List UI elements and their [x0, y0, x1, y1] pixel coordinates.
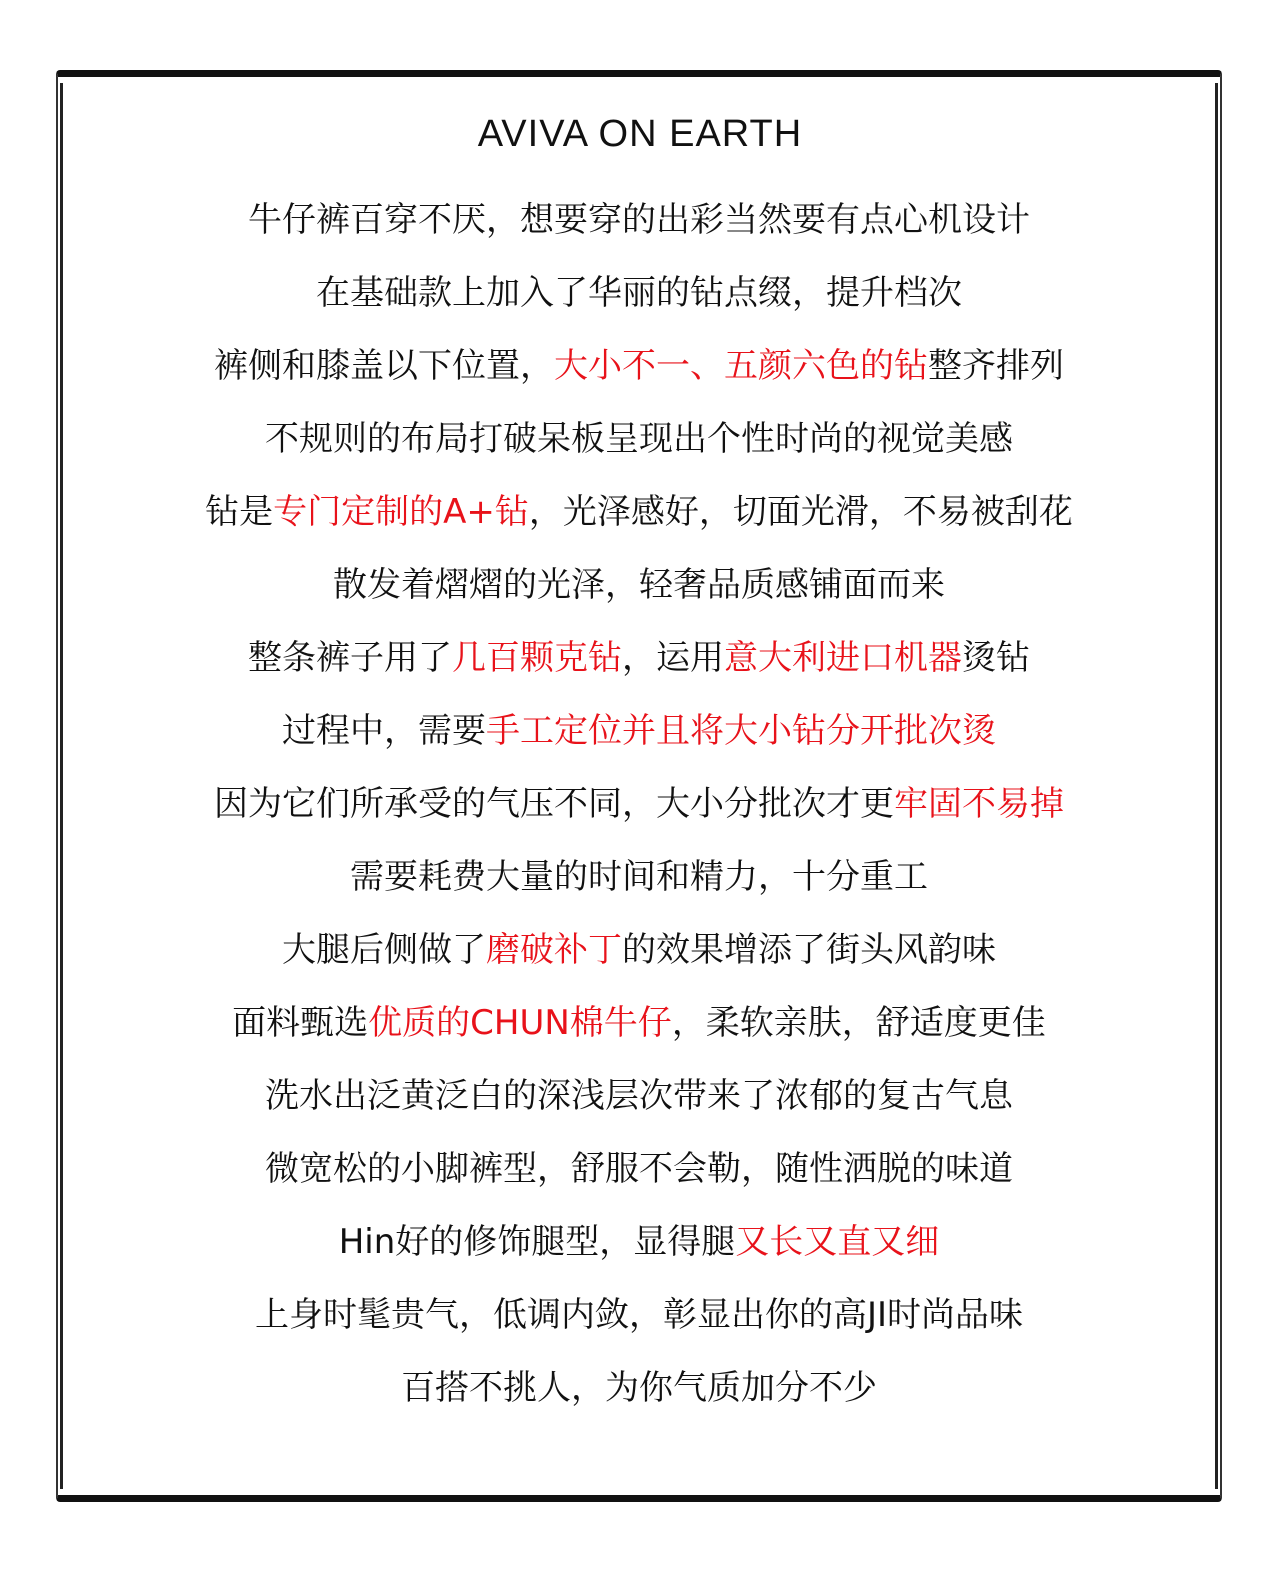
- text-line: [56, 482, 1222, 555]
- body-text: 烫钻: [962, 638, 1030, 678]
- body-text: ，光泽感好，切面光滑，不易被刮花: [528, 492, 1073, 532]
- text-line: [56, 1212, 1222, 1285]
- body-text: 因为它们所承受的气压不同，大小分批次才更: [214, 784, 894, 824]
- text-line: [56, 993, 1222, 1066]
- body-text: 的效果增添了街头风韵味: [622, 930, 996, 970]
- page-title: AVIVA ON EARTH: [477, 113, 803, 155]
- text-line: [56, 701, 1222, 774]
- text-line: [56, 1066, 1222, 1139]
- body-text: 裤侧和膝盖以下位置，: [214, 346, 554, 386]
- description-text: [56, 190, 1222, 1431]
- body-text: ，柔软亲肤，舒适度更佳: [671, 1003, 1046, 1043]
- body-text: 整齐排列: [928, 346, 1064, 386]
- text-line: [56, 409, 1222, 482]
- body-text: 散发着熠熠的光泽，轻奢品质感铺面而来: [333, 565, 945, 605]
- highlight-text: 大小不一、五颜六色的钻: [554, 346, 928, 386]
- body-text: 上身时髦贵气，低调内敛，彰显出你的高JI时尚品味: [254, 1295, 1024, 1335]
- body-text: 面料甄选: [232, 1003, 369, 1043]
- body-text: 微宽松的小脚裤型，舒服不会勒，随性洒脱的味道: [265, 1149, 1013, 1189]
- text-line: [56, 1358, 1222, 1431]
- highlight-text: 磨破补丁: [486, 930, 622, 970]
- body-text: 在基础款上加入了华丽的钻点缀，提升档次: [316, 273, 962, 313]
- highlight-text: 几百颗克钻: [452, 638, 622, 678]
- body-text: 整条裤子用了: [248, 638, 452, 678]
- text-line: [56, 920, 1222, 993]
- highlight-text: 意大利进口机器: [724, 638, 962, 678]
- text-line: [56, 263, 1222, 336]
- text-line: [56, 1139, 1222, 1212]
- body-text: 大腿后侧做了: [282, 930, 486, 970]
- highlight-text: 优质的CHUN棉牛仔: [368, 1003, 672, 1043]
- body-text: 不规则的布局打破呆板呈现出个性时尚的视觉美感: [265, 419, 1013, 459]
- body-text: 百搭不挑人，为你气质加分不少: [401, 1368, 877, 1408]
- text-line: [56, 336, 1222, 409]
- body-text: 洗水出泛黄泛白的深浅层次带来了浓郁的复古气息: [265, 1076, 1013, 1116]
- text-line: [56, 847, 1222, 920]
- text-line: [56, 555, 1222, 628]
- body-text: 牛仔裤百穿不厌，想要穿的出彩当然要有点心机设计: [248, 200, 1030, 240]
- text-line: [56, 774, 1222, 847]
- text-line: [56, 628, 1222, 701]
- highlight-text: 手工定位并且将大小钻分开批次烫: [486, 711, 996, 751]
- text-line: [56, 1285, 1222, 1358]
- body-text: 钻是: [205, 492, 274, 532]
- highlight-text: 又长又直又细: [735, 1222, 940, 1262]
- body-text: 过程中，需要: [282, 711, 486, 751]
- body-text: 需要耗费大量的时间和精力，十分重工: [350, 857, 928, 897]
- text-line: [56, 190, 1222, 263]
- highlight-text: 牢固不易掉: [894, 784, 1064, 824]
- body-text: Hin好的修饰腿型，显得腿: [338, 1222, 736, 1262]
- highlight-text: 专门定制的A+钻: [273, 492, 529, 532]
- body-text: ，运用: [622, 638, 724, 678]
